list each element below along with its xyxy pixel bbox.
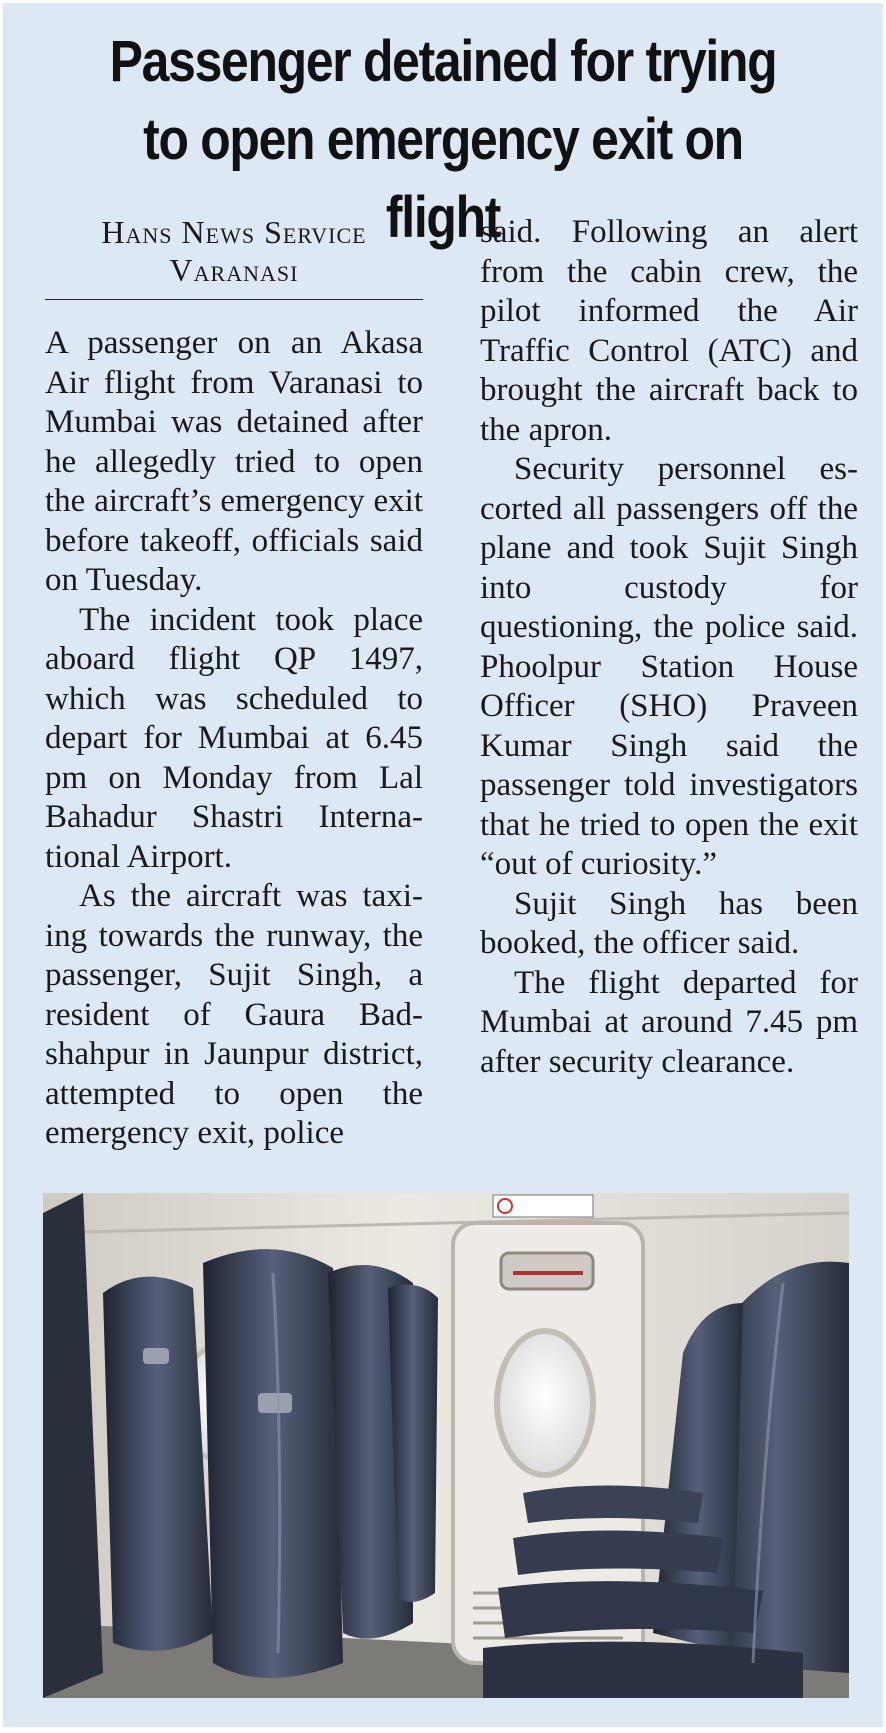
byline [45, 213, 423, 300]
paragraph: As the aircraft was taxiing towards the runway, the passenger, Sujit Singh, a resident of Gaura Badshahpur in Jaunpur district, attempted to open the emergency exit, police [45, 878, 423, 1151]
byline-agency: Hans News Service [101, 214, 367, 250]
headline-line-1: Passenger detained for trying [109, 29, 777, 94]
aircraft-cabin-photo [43, 1193, 849, 1698]
byline-location: Varanasi [169, 252, 299, 288]
paragraph: A passenger on an Akasa Air flight from Varanasi to Mumbai was detained after he allegedly tried to open the aircraft’s emergency exit before takeoff, officials said on Tuesday. [45, 325, 423, 598]
cabin-emergency-exit-icon [43, 1193, 849, 1698]
paragraph: The flight departed for Mumbai at around 7.45 pm after security clearance. [480, 964, 858, 1080]
paragraph: The incident took place aboard flight QP 1497, which was scheduled to depart for Mumbai at 6.45 pm on Monday from Lal Bahadur Shastri International Airport. [45, 601, 423, 875]
news-clipping [3, 3, 883, 1727]
article-column-left [45, 213, 423, 1154]
article-column-right [480, 213, 858, 1082]
paragraph: said. Following an alert from the cabin crew, the pilot informed the Air Traffic Control (ATC) and brought the aircraft back to the apron. [480, 214, 858, 448]
paragraph: Security personnel escorted all passengers off the plane and took Sujit Singh into custody for questioning, the police said. Phoolpur Station House Officer (SHO) Praveen Kumar Singh said the passenger told investigators that he tried to open the exit “out of curiosity.” [480, 451, 858, 882]
paragraph: Sujit Singh has been booked, the officer said. [480, 885, 858, 961]
headline-line-2: to open emergency exit on flight [143, 107, 743, 250]
